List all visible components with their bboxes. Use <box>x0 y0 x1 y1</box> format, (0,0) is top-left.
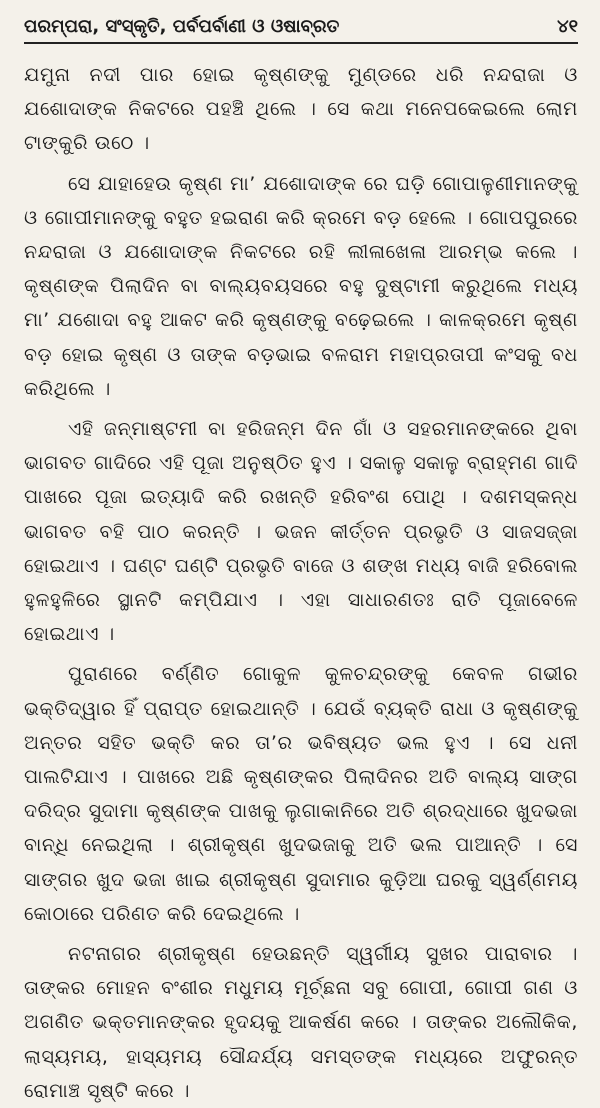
header-rule <box>24 42 578 44</box>
paragraph: ନଟନାଗର ଶ୍ରୀକୃଷ୍ଣ ହେଉଛନ୍ତି ସ୍ୱର୍ଗୀୟ ସୁଖର ପାରାବାର । ତାଙ୍କର ମୋହନ ବଂଶୀର ମଧୁମୟ ମୂର୍ଚ୍ଛନା ସବୁ ଗୋପୀ, ଗୋପୀ ଗଣ ଓ ଅଗଣିତ ଭକ୍ତମାନଙ୍କର ହୃଦୟକୁ ଆକର୍ଷଣ କରେ । ତାଙ୍କର ଅଲୌକିକ, ଲାସ୍ୟମୟ, ହାସ୍ୟମୟ ସୌନ୍ଦର୍ଯ୍ୟ ସମସ୍ତଙ୍କ ମଧ୍ୟରେ ଅଫୁରନ୍ତ ରୋମାଞ୍ଚ ସୃଷ୍ଟି କରେ । <box>24 943 578 1102</box>
body-text <box>24 58 578 1108</box>
paragraph: ଏହି ଜନ୍ମାଷ୍ଟମୀ ବା ହରିଜନ୍ମ ଦିନ ଗାଁ ଓ ସହରମାନଙ୍କରେ ଥିବା ଭାଗବତ ଗାଦିରେ ଏହି ପୂଜା ଅନୁଷ୍ଠିତ ହୁଏ । ସକାଳୁ ସକାଳୁ ବ୍ରାହ୍ମଣ ଗାଦି ପାଖରେ ପୂଜା ଇତ୍ୟାଦି କରି ରଖନ୍ତି ହରିବଂଶ ପୋଥି । ଦଶମସ୍କନ୍ଧ ଭାଗବତ ବହି ପାଠ କରନ୍ତି । ଭଜନ କୀର୍ତ୍ତନ ପ୍ରଭୃତି ଓ ସାଜସଜ୍ଜା ହୋଇଥାଏ । ଘଣ୍ଟ ଘଣ୍ଟି ପ୍ରଭୃତି ବାଜେ ଓ ଶଙ୍ଖ ମଧ୍ୟ ବାଜି ହରିବୋଲ ହୁଳହୁଳିରେ ସ୍ଥାନଟି କମ୍ପିଯାଏ । ଏହା ସାଧାରଣତଃ ରାତି ପୂଜାବେଳେ ହୋଇଥାଏ । <box>24 418 578 646</box>
paragraph: ଯମୁନା ନଦୀ ପାର ହୋଇ କୃଷ୍ଣଙ୍କୁ ମୁଣ୍ଡରେ ଧରି ନନ୍ଦରାଜା ଓ ଯଶୋଦାଙ୍କ ନିକଟରେ ପହଞ୍ଚି ଥିଲେ । ସେ କଥା ମନେପକେଇଲେ ଲୋମ ଟାଙ୍କୁରି ଉଠେ । <box>24 64 578 155</box>
running-header <box>24 0 578 38</box>
chapter-title: ପରମ୍ପରା, ସଂସ୍କୃତି, ପର୍ବପର୍ବାଣୀ ଓ ଓଷାବ୍ରତ <box>24 16 340 37</box>
page-number: ୪୧ <box>557 16 578 37</box>
paragraph: ପୁରାଣରେ ବର୍ଣ୍ଣିତ ଗୋକୁଳ କୁଳଚନ୍ଦ୍ରଙ୍କୁ କେବଳ ଗଭୀର ଭକ୍ତିଦ୍ୱାର ହିଁ ପ୍ରାପ୍ତ ହୋଇଥାନ୍ତି । ଯେଉଁ ବ୍ୟକ୍ତି ରାଧା ଓ କୃଷ୍ଣଙ୍କୁ ଅନ୍ତର ସହିତ ଭକ୍ତି କର ତା’ର ଭବିଷ୍ୟତ ଭଲ ହୁଏ । ସେ ଧନୀ ପାଲଟିଯାଏ । ପାଖରେ ଅଛି କୃଷ୍ଣଙ୍କର ପିଲାଦିନର ଅତି ବାଲ୍ୟ ସାଙ୍ଗ ଦରିଦ୍ର ସୁଦାମା କୃଷ୍ଣଙ୍କ ପାଖକୁ ଲୁଗାକାନିରେ ଅତି ଶ୍ରଦ୍ଧାରେ ଖୁଦଭଜା ବାନ୍ଧି ନେଇଥିଲା । ଶ୍ରୀକୃଷ୍ଣ ଖୁଦଭଜାକୁ ଅତି ଭଲ ପାଆନ୍ତି । ସେ ସାଙ୍ଗର ଖୁଦ ଭଜା ଖାଇ ଶ୍ରୀକୃଷ୍ଣ ସୁଦାମାର କୁଡ଼ିଆ ଘରକୁ ସ୍ୱର୍ଣ୍ଣମୟ କୋଠାରେ ପରିଣତ କରି ଦେଇଥିଲେ । <box>24 663 578 925</box>
paragraph: ସେ ଯାହାହେଉ କୃଷ୍ଣ ମା’ ଯଶୋଦାଙ୍କ ରେ ଘଡ଼ି ଗୋପାଳୁଣୀମାନଙ୍କୁ ଓ ଗୋପୀମାନଙ୍କୁ ବହୁତ ହଇରାଣ କରି କ୍ରମେ ବଡ଼ ହେଲେ । ଗୋପପୁରରେ ନନ୍ଦରାଜା ଓ ଯଶୋଦାଙ୍କ ନିକଟରେ ରହି ଲୀଳାଖେଳା ଆରମ୍ଭ କଲେ । କୃଷ୍ଣଙ୍କ ପିଲାଦିନ ବା ବାଲ୍ୟବୟସରେ ବହୁ ଦୁଷ୍ଟାମୀ କରୁଥିଲେ ମଧ୍ୟ ମା’ ଯଶୋଦା ବହୁ ଆକଟ କରି କୃଷ୍ଣଙ୍କୁ ବଢ଼େଇଲେ । କାଳକ୍ରମେ କୃଷ୍ଣ ବଡ଼ ହୋଇ କୃଷ୍ଣ ଓ ତାଙ୍କ ବଡ଼ଭାଇ ବଳରାମ ମହାପ୍ରତାପୀ କଂସକୁ ବଧ କରିଥିଲେ । <box>24 172 578 400</box>
